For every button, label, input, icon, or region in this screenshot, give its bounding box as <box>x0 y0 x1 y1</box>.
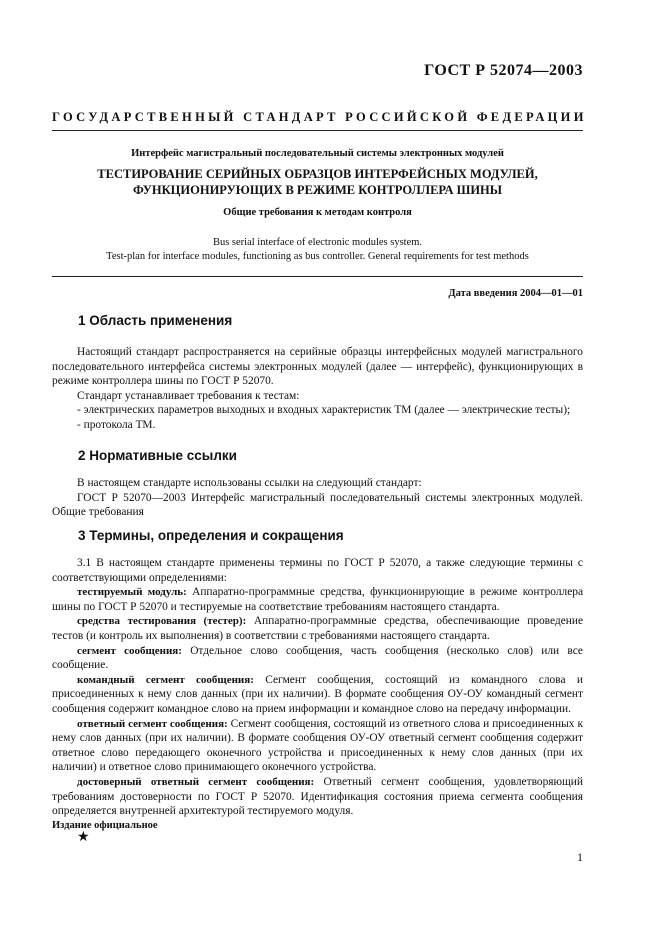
gost-code: ГОСТ Р 52074—2003 <box>424 62 583 79</box>
section1-heading: 1 Область применения <box>78 313 233 328</box>
section2-heading: 2 Нормативные ссылки <box>78 448 237 463</box>
section1-p1: Настоящий стандарт распространяется на серийные образцы интерфейсных модулей магистрального последовательного интерфейса системы электронных модулей (далее — интерфейс), функционирующих в режиме контроллера шины по ГОСТ Р 52070. <box>52 346 583 388</box>
definition-item <box>52 717 583 775</box>
section2-body <box>52 476 583 520</box>
definition-text: Сегмент сообщения, состоящий из ответного слова и присоединенных к нему слов данных (при их наличии). В формате сообщения ОУ-ОУ ответный сегмент сообщения содержит ответное слово передающего оконечного устройства и присоединенных к нему слов данных (при их наличии) и ответное слово принимающего оконечного устройства. <box>52 717 583 774</box>
section3-heading: 3 Термины, определения и сокращения <box>78 528 344 543</box>
definition-term: средства тестирования (тестер): <box>77 615 247 628</box>
section1-body <box>52 345 583 433</box>
main-title <box>52 166 583 198</box>
english-title <box>52 236 583 264</box>
subtitle: Общие требования к методам контроля <box>223 207 412 218</box>
official-edition-label: Издание официальное <box>52 820 158 831</box>
state-standard-title: ГОСУДАРСТВЕННЫЙ СТАНДАРТ РОССИЙСКОЙ ФЕДЕРАЦИИ <box>52 110 587 124</box>
star-icon: ★ <box>77 830 90 845</box>
definition-item <box>52 614 583 643</box>
section1-p3: - электрических параметров выходных и входных характеристик ТМ (далее — электрические тесты); <box>77 404 571 417</box>
section1-p2: Стандарт устанавливает требования к тестам: <box>77 389 300 402</box>
definition-text: Аппаратно-программные средства, обеспечивающие проведение тестов (и контроль их выполнения) в соответствии с требованиями настоящего стандарта. <box>52 615 583 642</box>
section1-p4: - протокола ТМ. <box>77 418 156 431</box>
section3-intro: 3.1 В настоящем стандарте применены термины по ГОСТ Р 52070, а также следующие термины с соответствующими определениями: <box>52 557 583 584</box>
definition-term: ответный сегмент сообщения: <box>77 717 228 730</box>
definition-item <box>52 644 583 673</box>
definition-term: достоверный ответный сегмент сообщения: <box>77 775 315 788</box>
definition-text: Отдельное слово сообщения, часть сообщения (несколько слов) или все сообщение. <box>52 644 583 672</box>
introduction-date: Дата введения 2004—01—01 <box>448 288 583 299</box>
english-line2: Test-plan for interface modules, functioning as bus controller. General requirements for test methods <box>106 251 529 262</box>
main-title-line1: ТЕСТИРОВАНИЕ СЕРИЙНЫХ ОБРАЗЦОВ ИНТЕРФЕЙСНЫХ МОДУЛЕЙ, <box>97 167 538 181</box>
english-line1: Bus serial interface of electronic modules system. <box>212 237 423 248</box>
definition-term: командный сегмент сообщения: <box>77 673 254 686</box>
interface-title: Интерфейс магистральный последовательный системы электронных модулей <box>131 148 504 159</box>
definition-item <box>52 775 583 819</box>
definition-text: Аппаратно-программные средства, функционирующие в режиме контроллера шины по ГОСТ Р 52070 и тестируемые на соответствие требованиям настоящего стандарта. <box>52 586 584 613</box>
section2-p2: ГОСТ Р 52070—2003 Интерфейс магистральный последовательный системы электронных модулей. Общие требования <box>52 491 583 519</box>
definition-item <box>52 585 583 614</box>
section2-p1: В настоящем стандарте использованы ссылки на следующий стандарт: <box>77 477 422 489</box>
main-title-line2: ФУНКЦИОНИРУЮЩИХ В РЕЖИМЕ КОНТРОЛЛЕРА ШИНЫ <box>132 183 503 197</box>
definition-text: Ответный сегмент сообщения, удовлетворяющий требованиям достоверности по ГОСТ Р 52070. Идентификация состояния приема сегмента сообщения определяется внутренней архитектурой тестируемого модуля. <box>52 775 583 818</box>
definition-text: Сегмент сообщения, состоящий из командного слова и присоединенных к нему слов данных (при их наличии). В формате сообщения ОУ-ОУ командный сегмент сообщения содержит командное слово на прием информации и командное слово на передачу информации. <box>52 673 584 715</box>
definition-term: тестируемый модуль: <box>77 586 187 599</box>
title-rule <box>52 130 583 131</box>
date-rule <box>52 276 583 277</box>
page-number: 1 <box>577 850 583 864</box>
definition-item <box>52 673 583 717</box>
section3-body <box>52 556 583 819</box>
definition-term: сегмент сообщения: <box>77 644 182 657</box>
